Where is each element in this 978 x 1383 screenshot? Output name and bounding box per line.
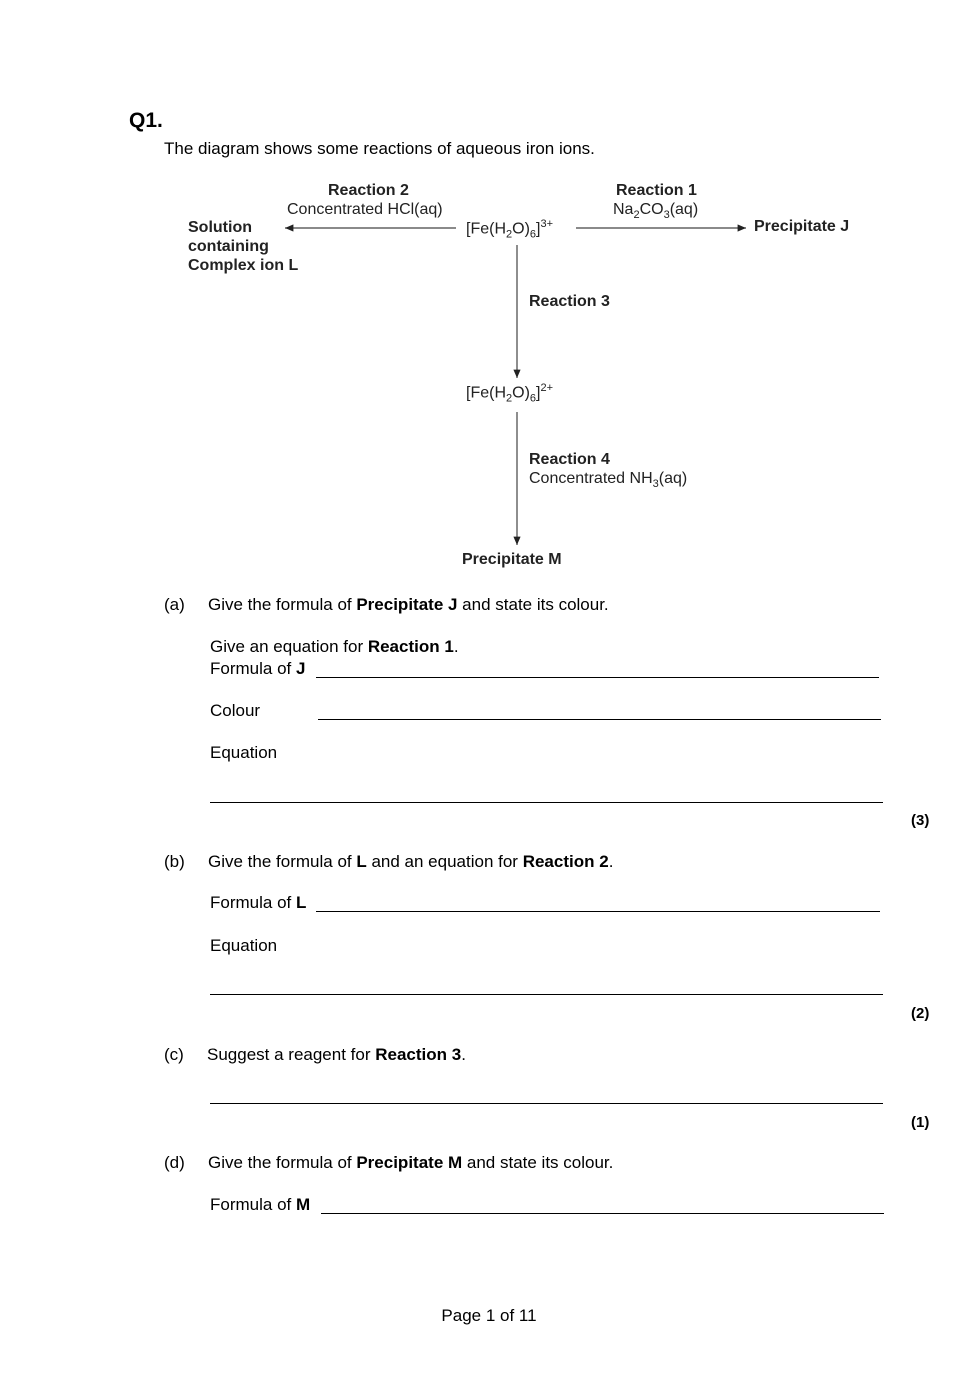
reaction-4-reagent: Concentrated $NH_3(aq)$ bbox=[529, 470, 688, 491]
equation-reaction-1-answer-line[interactable] bbox=[210, 802, 883, 803]
part-b-label: (b) bbox=[164, 852, 185, 871]
part-d-label: (d) bbox=[164, 1153, 185, 1172]
part-a-sub-prompt: Give an equation for Reaction 1. bbox=[210, 637, 459, 656]
reaction-2-title: Reaction 2 bbox=[328, 182, 409, 199]
formula-j-label: Formula of J bbox=[210, 659, 306, 678]
formula-l-answer-line[interactable] bbox=[316, 911, 880, 912]
reaction-4-title: Reaction 4 bbox=[529, 451, 610, 468]
part-b-prompt: Give the formula of L and an equation for Reaction 2. bbox=[208, 852, 614, 871]
part-d-prompt: Give the formula of Precipitate M and state its colour. bbox=[208, 1153, 614, 1172]
iron-iii-complex: $[Fe(H_2O)_6]^{3+}$ bbox=[466, 218, 554, 241]
part-c-prompt: Suggest a reagent for Reaction 3. bbox=[207, 1045, 466, 1064]
question-number: Q1. bbox=[129, 109, 163, 132]
reagent-reaction-3-answer-line[interactable] bbox=[210, 1103, 883, 1104]
colour-j-answer-line[interactable] bbox=[318, 719, 881, 720]
part-a-marks: (3) bbox=[911, 812, 930, 829]
equation-reaction-2-answer-line[interactable] bbox=[210, 994, 883, 995]
formula-m-answer-line[interactable] bbox=[321, 1213, 884, 1214]
colour-j-label: Colour bbox=[210, 701, 261, 720]
part-c-marks: (1) bbox=[911, 1114, 930, 1131]
part-c-label: (c) bbox=[164, 1045, 184, 1064]
part-b-marks: (2) bbox=[911, 1005, 930, 1022]
formula-m-label: Formula of M bbox=[210, 1195, 311, 1214]
precipitate-m-label: Precipitate M bbox=[462, 551, 562, 568]
reaction-1-reagent: $Na_2CO_3(aq)$ bbox=[613, 201, 699, 222]
equation-reaction-2-label: Equation bbox=[210, 936, 278, 955]
equation-reaction-1-label: Equation bbox=[210, 743, 278, 762]
reaction-diagram bbox=[150, 170, 910, 580]
iron-ii-complex: $[Fe(H_2O)_6]^{2+}$ bbox=[466, 382, 554, 405]
formula-l-label: Formula of L bbox=[210, 893, 307, 912]
reaction-1-title: Reaction 1 bbox=[616, 182, 697, 199]
question-intro: The diagram shows some reactions of aqueous iron ions. bbox=[164, 139, 595, 158]
page-number: Page 1 of 11 bbox=[441, 1306, 537, 1325]
formula-j-answer-line[interactable] bbox=[316, 677, 879, 678]
part-a-label: (a) bbox=[164, 595, 185, 614]
reaction-3-title: Reaction 3 bbox=[529, 293, 610, 310]
part-a-prompt: Give the formula of Precipitate J and state its colour. bbox=[208, 595, 609, 614]
precipitate-j-label: Precipitate J bbox=[754, 218, 850, 235]
reaction-2-reagent: Concentrated HCl(aq) bbox=[287, 201, 443, 218]
solution-complex-ion-l: Solution containing Complex ion L bbox=[188, 219, 299, 274]
